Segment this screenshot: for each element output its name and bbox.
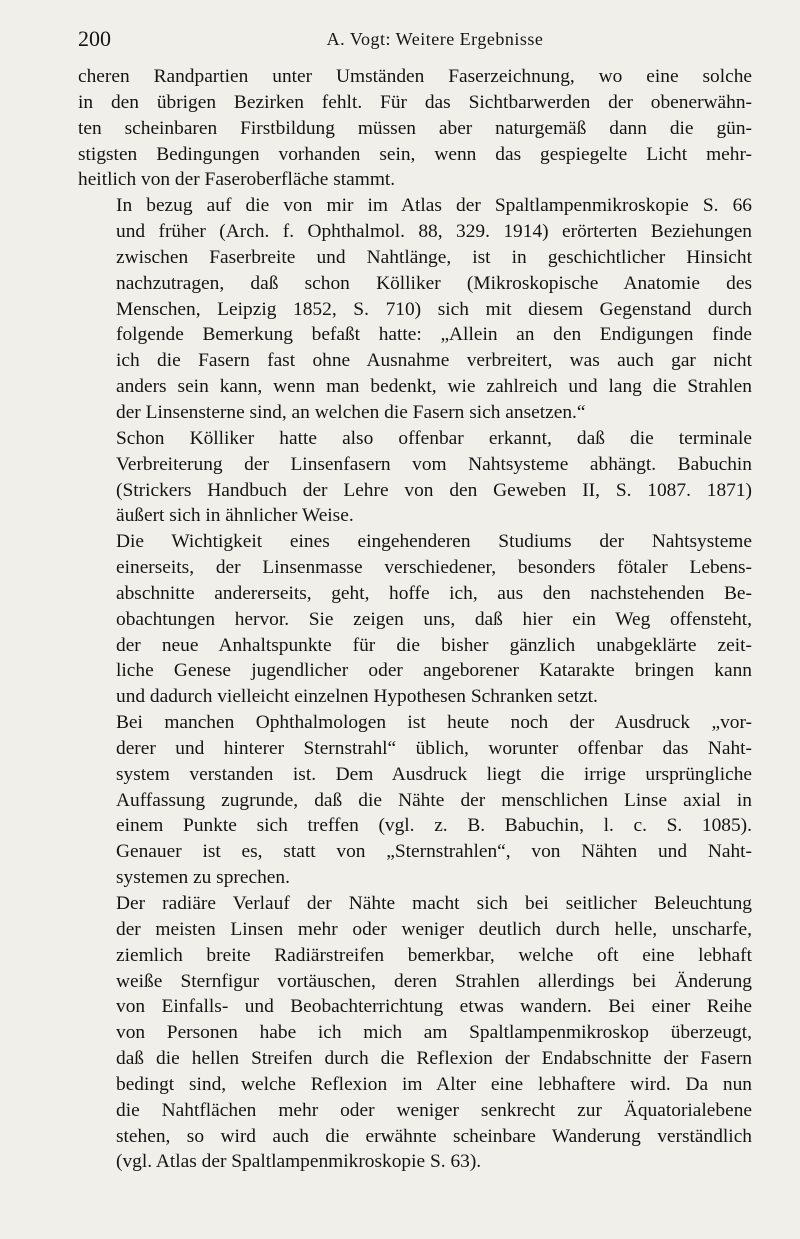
text-line: cheren Randpartien unter Umständen Faserzeichnung, wo eine solche xyxy=(78,66,752,87)
text-line: Bei manchen Ophthalmologen ist heute noch der Ausdruck „vor- xyxy=(116,712,752,734)
paragraph xyxy=(78,529,752,710)
text-line: Die Wichtigkeit eines eingehenderen Studiums der Nahtsysteme xyxy=(116,531,752,553)
text-line: Auffassung zugrunde, daß die Nähte der menschlichen Linse axial in xyxy=(116,789,752,811)
text-line: system verstanden ist. Dem Ausdruck liegt die irrige ursprüngliche xyxy=(116,763,752,785)
paragraph xyxy=(78,710,752,891)
page-number: 200 xyxy=(78,26,111,51)
text-line: einem Punkte sich treffen (vgl. z. B. Babuchin, l. c. S. 1085). xyxy=(116,815,752,837)
text-line: äußert sich in ähnlicher Weise. xyxy=(116,505,354,527)
text-line: (Strickers Handbuch der Lehre von den Geweben II, S. 1087. 1871) xyxy=(116,479,752,501)
text-line: von Einfalls- und Beobachterrichtung etwas wandern. Bei einer Reihe xyxy=(116,996,752,1018)
text-line: Schon Kölliker hatte also offenbar erkannt, daß die terminale xyxy=(116,427,752,449)
text-line: einerseits, der Linsenmasse verschiedener, besonders fötaler Lebens- xyxy=(116,557,752,579)
text-line: ten scheinbaren Firstbildung müssen aber naturgemäß dann die gün- xyxy=(78,117,752,139)
running-head: A. Vogt: Weitere Ergebnisse xyxy=(326,29,544,49)
text-line: systemen zu sprechen. xyxy=(116,867,290,889)
text-line: nachzutragen, daß schon Kölliker (Mikroskopische Anatomie des xyxy=(116,272,752,294)
text-line: zwischen Faserbreite und Nahtlänge, ist in geschichtlicher Hinsicht xyxy=(116,246,752,268)
paragraph xyxy=(78,193,752,426)
text-line: und früher (Arch. f. Ophthalmol. 88, 329. 1914) erörterten Beziehungen xyxy=(116,221,752,243)
text-line: von Personen habe ich mich am Spaltlampenmikroskop überzeugt, xyxy=(116,1022,752,1044)
text-line: stehen, so wird auch die erwähnte scheinbare Wanderung verständlich xyxy=(116,1125,752,1147)
text-line: Menschen, Leipzig 1852, S. 710) sich mit diesem Gegenstand durch xyxy=(116,298,752,320)
text-line: in den übrigen Bezirken fehlt. Für das Sichtbarwerden der obenerwähn- xyxy=(78,91,752,113)
text-line: (vgl. Atlas der Spaltlampenmikroskopie S. 63). xyxy=(116,1151,482,1173)
page-header xyxy=(78,26,752,60)
text-line: Genauer ist es, statt von „Sternstrahlen“, von Nähten und Naht- xyxy=(116,841,752,863)
text-line: anders sein kann, wenn man bedenkt, wie zahlreich und lang die Strahlen xyxy=(116,376,752,398)
text-line: Der radiäre Verlauf der Nähte macht sich bei seitlicher Beleuchtung xyxy=(116,893,752,914)
text-line: daß die hellen Streifen durch die Reflexion der Endabschnitte der Fasern xyxy=(116,1048,752,1070)
text-line: In bezug auf die von mir im Atlas der Spaltlampenmikroskopie S. 66 xyxy=(116,195,752,217)
text-line: der meisten Linsen mehr oder weniger deutlich durch helle, unscharfe, xyxy=(116,918,752,940)
text-line: ziemlich breite Radiärstreifen bemerkbar, welche oft eine lebhaft xyxy=(116,944,752,966)
body-text xyxy=(78,64,752,1175)
text-line: der neue Anhaltspunkte für die bisher gänzlich unabgeklärte zeit- xyxy=(116,634,752,656)
text-line: folgende Bemerkung befaßt hatte: „Allein an den Endigungen finde xyxy=(116,324,752,346)
text-line: heitlich von der Faseroberfläche stammt. xyxy=(78,169,396,191)
text-line: abschnitte andererseits, geht, hoffe ich, aus den nachstehenden Be- xyxy=(116,582,752,604)
text-line: und dadurch vielleicht einzelnen Hypothesen Schranken setzt. xyxy=(116,686,598,708)
text-line: stigsten Bedingungen vorhanden sein, wenn das gespiegelte Licht mehr- xyxy=(78,143,752,165)
text-line: weiße Sternfigur vortäuschen, deren Strahlen allerdings bei Änderung xyxy=(116,970,752,992)
paragraph xyxy=(78,64,752,193)
text-line: der Linsensterne sind, an welchen die Fasern sich ansetzen.“ xyxy=(116,401,586,423)
text-line: bedingt sind, welche Reflexion im Alter eine lebhaftere wird. Da nun xyxy=(116,1073,752,1095)
text-line: Verbreiterung der Linsenfasern vom Nahtsysteme abhängt. Babuchin xyxy=(116,453,752,475)
text-line: obachtungen hervor. Sie zeigen uns, daß hier ein Weg offensteht, xyxy=(116,608,752,630)
text-line: liche Genese jugendlicher oder angeborener Katarakte bringen kann xyxy=(116,660,752,682)
paragraph xyxy=(78,426,752,529)
text-line: derer und hinterer Sternstrahl“ üblich, worunter offenbar das Naht- xyxy=(116,737,752,759)
text-line: die Nahtflächen mehr oder weniger senkrecht zur Äquatorialebene xyxy=(116,1099,752,1121)
paragraph xyxy=(78,891,752,1175)
text-line: ich die Fasern fast ohne Ausnahme verbreitert, was auch gar nicht xyxy=(116,350,752,372)
